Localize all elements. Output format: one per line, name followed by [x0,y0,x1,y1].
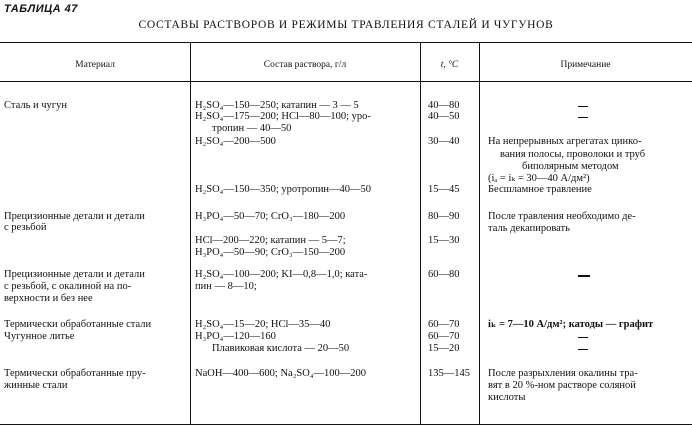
composition-line: H₂SO₄—15—20; HCl—35—40 [195,319,331,330]
material-line: с резьбой, с окалиной на по- [4,281,132,292]
temperature-cell: 15—45 [428,184,460,195]
material-line: Термически обработанные пру- [4,368,146,379]
note-line: вания полосы, проволоки и труб [500,149,646,160]
header-material: Материал [75,60,115,70]
temperature-cell: 80—90 [428,211,460,222]
temperature-cell: 30—40 [428,136,460,147]
composition-line: пин — 8—10; [195,281,257,292]
composition-line: H₂SO₄—150—350; уротропин—40—50 [195,184,372,195]
no-note-dash [578,117,588,118]
temperature-cell: 60—80 [428,269,460,280]
material-line: Прецизионные детали и детали [4,269,145,280]
material-line: жинные стали [4,380,68,391]
composition-line: H₃PO₄—120—160 [195,331,276,342]
header-bottom-rule [0,81,692,82]
note-line: На непрерывных агрегатах цинко- [488,136,642,147]
table-title: СОСТАВЫ РАСТВОРОВ И РЕЖИМЫ ТРАВЛЕНИЯ СТАЛЕЙ И ЧУГУНОВ [138,19,554,31]
column-divider [479,42,480,424]
composition-line: H₂SO₄—150—250; катапин — 3 — 5 [195,100,359,111]
material-line: Термически обработанные стали [4,319,152,330]
note-line: биполярным методом [522,161,619,172]
composition-line: Плавиковая кислота — 20—50 [212,343,350,354]
no-note-dash [578,275,590,277]
composition-line: H₂SO₄—175—200; HCl—80—100; уро- [195,111,371,122]
composition-line: H₃PO₄—50—90; CrO₃—150—200 [195,247,346,258]
composition-line: тропин — 40—50 [212,123,292,134]
header-temperature: t, °C [440,60,459,70]
column-divider [190,42,191,424]
composition-line: NaOH—400—600; Na₂SO₄—100—200 [195,368,366,379]
temperature-cell: 135—145 [428,368,470,379]
material-cell: Сталь и чугун [4,100,67,111]
material-line: Чугунное литье [4,331,75,342]
temperature-cell: 60—70 [428,319,460,330]
table-caption: ТАБЛИЦА 47 [4,3,78,15]
material-line: верхности и без нее [4,293,93,304]
no-note-dash [578,337,588,338]
table-top-rule [0,42,692,43]
note-line: После разрыхления окалины тра- [488,368,638,379]
material-line: Прецизионные детали и детали [4,211,145,222]
note-line: После травления необходимо де- [488,211,636,222]
note-line: Бесшламное травление [488,184,592,195]
note-line: (iₐ = iₖ = 30—40 А/дм²) [488,173,590,184]
header-note: Примечание [560,60,611,70]
temperature-cell: 60—70 [428,331,460,342]
composition-line: HCl—200—220; катапин — 5—7; [195,235,346,246]
note-line: вят в 20 %-ном растворе соляной [488,380,636,391]
note-line: iₖ = 7—10 А/дм²; катоды — графит [488,319,654,330]
note-line: кислоты [488,392,526,403]
composition-line: H₂SO₄—200—500 [195,136,276,147]
table-bottom-rule [0,424,692,425]
note-line: таль декапировать [488,223,570,234]
temperature-cell: 15—20 [428,343,460,354]
column-divider [420,42,421,424]
composition-line: H₂SO₄—100—200; KI—0,8—1,0; ката- [195,269,368,280]
temperature-cell: 40—50 [428,111,460,122]
material-line: с резьбой [4,222,47,233]
temperature-cell: 40—80 [428,100,460,111]
no-note-dash [578,349,588,350]
header-composition: Состав раствора, г/л [263,60,347,70]
temperature-cell: 15—30 [428,235,460,246]
no-note-dash [578,106,588,107]
composition-line: H₃PO₄—50—70; CrO₃—180—200 [195,211,346,222]
